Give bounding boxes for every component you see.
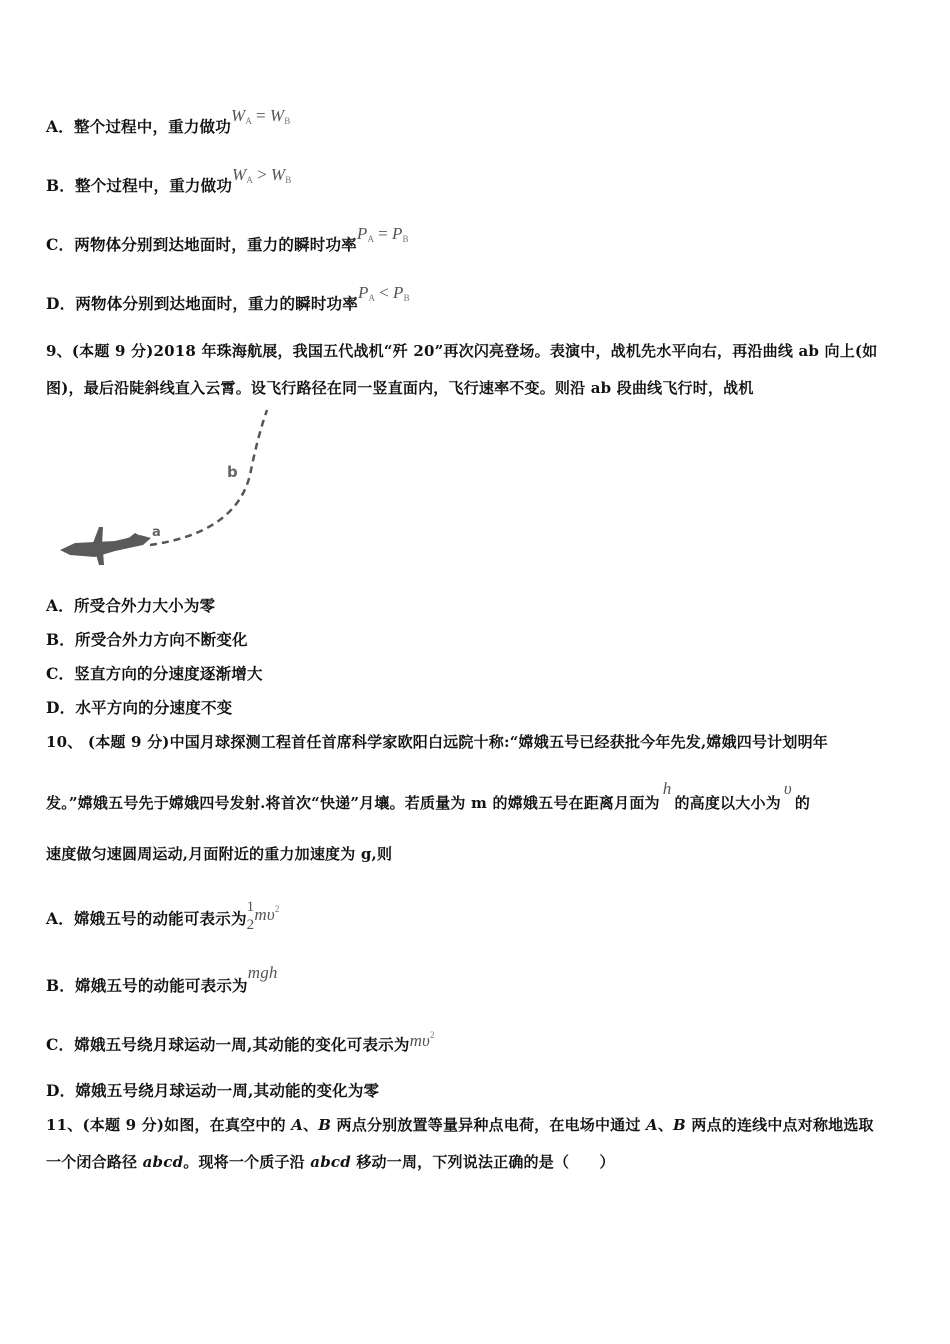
formula: WA > WB — [232, 165, 292, 185]
option-label: D． — [46, 294, 76, 313]
formula: PA < PB — [357, 283, 410, 303]
option-text: 整个过程中，重力做功 — [73, 117, 231, 136]
option-label: D． — [46, 1081, 76, 1100]
option-text: 所受合外力方向不断变化 — [75, 630, 248, 649]
option-text: 两物体分别到达地面时，重力的瞬时功率 — [75, 294, 358, 313]
q10-stem-line1: 10、 (本题 9 分)中国月球探测工程首任首席科学家欧阳白远院十称:“嫦娥五号已经获批今年先发,嫦娥四号计划明年 — [46, 733, 828, 751]
jet-silhouette — [60, 527, 151, 565]
option-label: C． — [46, 664, 75, 683]
flight-path-curve — [150, 410, 267, 545]
label-b: b — [227, 463, 238, 481]
formula-mgh: mgh — [247, 963, 278, 982]
q9-option-d — [46, 696, 232, 718]
option-label: A． — [46, 596, 74, 615]
option-text: 嫦娥五号的动能可表示为 — [75, 976, 248, 995]
option-text: 竖直方向的分速度逐渐增大 — [74, 664, 263, 683]
formula-half-mv2: 1 2 $m\upsilon^2$ — [246, 899, 280, 933]
q9-flight-figure — [55, 405, 285, 575]
option-text: 嫦娥五号绕月球运动一周,其动能的变化可表示为 — [74, 1035, 410, 1054]
label-a: a — [152, 525, 161, 540]
option-label: A． — [46, 117, 74, 136]
q9-option-b — [46, 628, 248, 650]
q8-option-a — [46, 106, 291, 137]
q9-option-a — [46, 594, 215, 616]
option-text: 整个过程中，重力做功 — [75, 176, 233, 195]
q8-option-c — [46, 224, 409, 255]
q10-option-d — [46, 1079, 379, 1101]
option-text: 嫦娥五号的动能可表示为 — [73, 908, 247, 928]
q9-option-c — [46, 662, 263, 684]
option-label: A． — [46, 908, 74, 928]
formula: PA = PB — [356, 224, 409, 244]
option-label: B． — [46, 976, 76, 995]
option-label: D． — [46, 698, 76, 717]
option-label: C． — [46, 1035, 75, 1054]
q8-option-d — [46, 283, 410, 314]
q11-stem-line1: 11、(本题 9 分)如图，在真空中的 A、B 两点分别放置等量异种点电荷，在电场中通过 A、B 两点的连线中点对称地选取 — [46, 1116, 874, 1134]
option-label: C． — [46, 235, 75, 254]
option-text: 所受合外力大小为零 — [73, 596, 216, 615]
q9-stem-line2: 图)，最后沿陡斜线直入云霄。设飞行路径在同一竖直面内，飞行速率不变。则沿 ab 段曲线飞行时，战机 — [46, 379, 754, 397]
var-v: υ — [783, 779, 792, 798]
q10-stem-line3: 速度做匀速圆周运动,月面附近的重力加速度为 g,则 — [46, 845, 393, 863]
option-text: 两物体分别到达地面时，重力的瞬时功率 — [74, 235, 357, 254]
option-text: 嫦娥五号绕月球运动一周,其动能的变化为零 — [75, 1081, 380, 1100]
q10-option-a — [46, 899, 280, 938]
q8-option-b — [46, 165, 292, 196]
option-label: B． — [46, 176, 76, 195]
q10-stem-line2: 发。”嫦娥五号先于嫦娥四号发射.将首次“快递”月壤。若质量为 m 的嫦娥五号在距离月面为h的高度以大小为υ的 — [46, 779, 811, 812]
option-label: B． — [46, 630, 76, 649]
formula-mv2: $m\upsilon^2$ — [409, 1030, 435, 1050]
option-text: 水平方向的分速度不变 — [75, 698, 233, 717]
formula: WA = WB — [230, 106, 291, 126]
var-h: h — [662, 779, 672, 798]
q11-stem-line2: 一个闭合路径 abcd。现将一个质子沿 abcd 移动一周，下列说法正确的是（ ） — [46, 1153, 615, 1171]
q10-option-c — [46, 1030, 435, 1055]
q10-option-b — [46, 963, 278, 996]
q9-stem-line1: 9、(本题 9 分)2018 年珠海航展，我国五代战机“歼 20”再次闪亮登场。表演中，战机先水平向右，再沿曲线 ab 向上(如 — [46, 342, 878, 360]
